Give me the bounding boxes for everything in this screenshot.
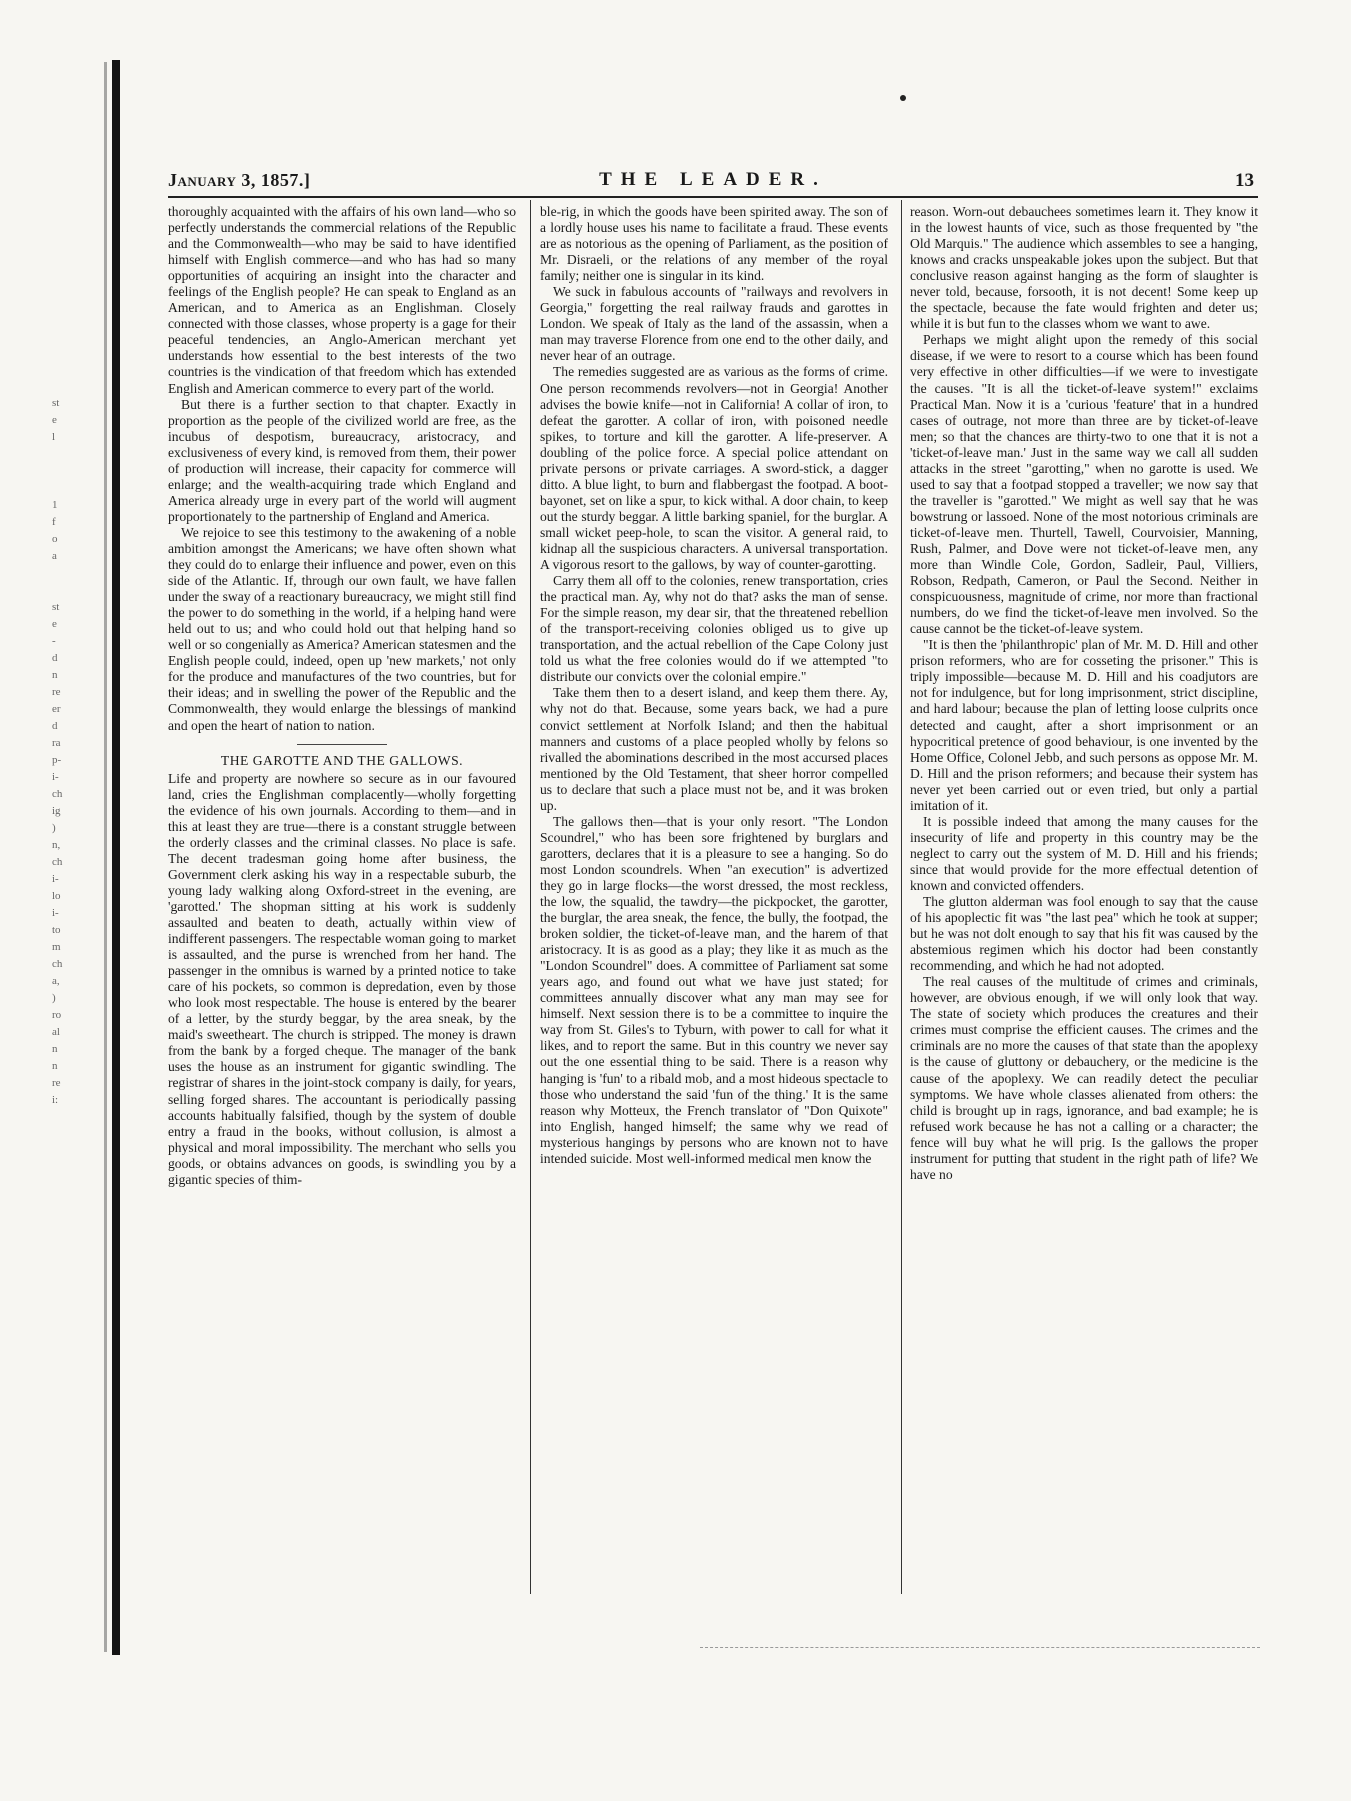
gutter-fragment: d	[52, 652, 58, 664]
gutter-fragment: al	[52, 1026, 60, 1038]
article-paragraph: We suck in fabulous accounts of "railways and revolvers in Georgia," forgetting the real railway frauds and garottes in London. We speak of Italy as the land of the assassin, when a man may traverse Florence from one end to the other daily, and never hear of an outrage.	[540, 284, 888, 364]
gutter-fragment: i-	[52, 873, 59, 885]
article-paragraph: It is possible indeed that among the many causes for the insecurity of life and property in this country may be the neglect to carry out the system of M. D. Hill and his friends; since that would provide for the more effectual detention of known and convicted offenders.	[910, 813, 1258, 893]
header-rule	[168, 196, 1258, 198]
gutter-fragment: f	[52, 516, 56, 528]
gutter-fragment	[52, 480, 92, 497]
article-paragraph: The real causes of the multitude of crimes and criminals, however, are obvious enough, if we will only look that way. The state of society which produces the creatures and their crimes must comprise the efficient causes. The crimes and the criminals are no more the causes of that state than the apoplexy is the cause of gluttony or debauchery, or the medicine is the cause of the apoplexy. We can readily detect the peculiar symptoms. We have whole classes alienated from others: the child is brought up in rags, ignorance, and bad example; he is refused work because he has not a calling or a character; the fence will buy what he will prig. Is the gallows the proper instrument for putting that student in the right path of life? We have no	[910, 974, 1258, 1182]
article-paragraph: The remedies suggested are as various as the forms of crime. One person recommends revolvers—not in Georgia! Another advises the bowie knife—not in California! A collar of iron, to defeat the garotter. A collar of iron, with poisoned needle spikes, to torture and kill the garotter. A life-preserver. A doubling of the police force. A special police attendant on private persons or private carriages. A sword-stick, a dagger ditto. A blue light, to burn and flabbergast the footpad. A boot-bayonet, set on like a spur, to kick withal. A door chain, to keep out the sturdy beggar. A little barking spaniel, for the burglar. A small wicket peep-hole, to scan the visitor. A general raid, to kidnap all the suspicious characters. A universal transportation. A vigorous resort to the gallows, by way of counter-garotting.	[540, 364, 888, 573]
article-paragraph: thoroughly acquainted with the affairs of his own land—who so perfectly understands the commercial relations of the Republic and the Commonwealth—who may be said to have identified himself with English commerce—and who has had so many opportunities of acquiring an insight into the character and feelings of the English people? He can speak to England as an American, and to America as an Englishman. Closely connected with those classes, whose property is a gage for their peaceful tendencies, an Anglo-American merchant yet understands how essential to the best interests of the two countries is the vindication of that freedom which has extended English and American commerce to every part of the world.	[168, 204, 516, 396]
article-paragraph: The gallows then—that is your only resort. "The London Scoundrel," who has been sore frightened by burglars and garotters, declares that it is a pleasure to see a hanging. So do most London scoundrels. When "an execution" is advertized they go in large flocks—the worst dressed, the most reckless, the low, the squalid, the tawdry—the pickpocket, the garotter, the burglar, the area sneak, the fence, the bully, the footpad, the broken soldier, the ticket-of-leave man, and the harem of that aristocracy. It is as good as a play; they like it as much as the "London Scoundrel" does. A committee of Parliament sat some years ago, and found out what we have just stated; for committees annually discover what any man may see for himself. Next session there is to be a committee to inquire the way from St. Giles's to Tyburn, with power to call for what it likes, and to report the same. But in this country we never say out the one essential thing to be said. There is a reason why hanging is 'fun' to a ribald mob, and a most hideous spectacle to those who understand the said 'fun of the thing.' It is the same reason why Motteux, the French translator of "Don Quixote" into English, hanged himself; the same why we read of mysterious hangings by persons who are known not to have intended suicide. Most well-informed medical men know the	[540, 813, 888, 1166]
gutter-fragment: m	[52, 941, 61, 953]
gutter-fragment: st	[52, 601, 60, 613]
article-paragraph: Perhaps we might alight upon the remedy of this social disease, if we were to resort to a course which has been found very effective in other difficulties—if we were to investigate the causes. "It is all the ticket-of-leave system!" exclaims Practical Man. Now it is a 'curious 'feature' that in a hundred cases of outrage, not more than three are by ticket-of-leave men; so that the chances are thirty-two to one that it is not a 'ticket-of-leave man.' Just in the same way we call all sudden attacks in the street "garotting," when no garotte is used. We used to say that a footpad stopped a traveller; we now say that the traveller is "garotted." We might as well say that he was bowstrung or lassoed. None of the most notorious criminals are ticket-of-leave men. Thurtell, Tawell, Courvoisier, Manning, Rush, Palmer, and Dove were not ticket-of-leave men, any more than Windle Cole, Gordon, Sadleir, Paul, Villiers, Robson, Redpath, Cameron, or Paul the Second. Neither in conspicuousness, magnitude of crime, nor more than fractional numbers, do we find the ticket-of-leave men involved. So the cause cannot be the ticket-of-leave system.	[910, 332, 1258, 637]
gutter-fragment	[52, 446, 92, 463]
column-divider	[530, 200, 531, 1594]
gutter-fragment: er	[52, 703, 61, 715]
gutter-fragment: e	[52, 618, 57, 630]
gutter-fragment: d	[52, 720, 58, 732]
gutter-fragment: n	[52, 669, 58, 681]
gutter-fragment: a,	[52, 975, 60, 987]
gutter-fragment: o	[52, 533, 58, 545]
gutter-fragment: ra	[52, 737, 61, 749]
gutter-fragment	[52, 582, 92, 599]
gutter-fragment: a	[52, 550, 57, 562]
bottom-bleed-marks	[700, 1647, 1260, 1652]
gutter-fragment	[52, 463, 92, 480]
gutter-fragment: ig	[52, 805, 61, 817]
gutter-fragment: to	[52, 924, 61, 936]
gutter-fragment: ch	[52, 856, 63, 868]
gutter-fragment: lo	[52, 890, 61, 902]
gutter-fragment: re	[52, 686, 61, 698]
margin-gutter-text	[52, 395, 92, 1135]
article-paragraph: But there is a further section to that chapter. Exactly in proportion as the people of the civilized world are free, as the incubus of despotism, bureaucracy, aristocracy, and exclusiveness of every kind, is removed from them, their power of production will increase, their capacity for commerce will enlarge; and the wealth-acquiring trade which England and America already urge in every part of the world will augment proportionately to the partnership of England and America.	[168, 396, 516, 524]
article-paragraph: reason. Worn-out debauchees sometimes learn it. They know it in the lowest haunts of vice, such as those frequented by "the Old Marquis." The audience which assembles to see a hanging, knows and cracks unspeakable jokes upon the subject. But that conclusive reason against hanging as the form of slaughter is never told, because, forsooth, it is not decent! Some keep up the spectacle, because the fate would frighten and deter us; while it is but fun to the classes whom we want to awe.	[910, 204, 1258, 332]
gutter-fragment: )	[52, 992, 56, 1004]
header-title: THE LEADER.	[599, 169, 827, 190]
gutter-fragment: i-	[52, 907, 59, 919]
article-paragraph: "It is then the 'philanthropic' plan of Mr. M. D. Hill and other prison reformers, who are for cosseting the prisoner." This is triply impossible—because M. D. Hill and his coadjutors are not for indulgence, but for long imprisonment, strict discipline, and hard labour; because the plan of letting loose culprits once detected and caught, after a short imprisonment or an hypocritical pretence of good behaviour, is one invented by the Home Office, Colonel Jebb, and such persons as oppose Mr. M. D. Hill and the prison reformers; and because their system has never yet been carried out or even tried, but only a partial imitation of it.	[910, 637, 1258, 813]
page-binding-edge	[112, 60, 120, 1655]
header-date: January 3, 1857.]	[168, 170, 311, 190]
section-separator	[297, 744, 387, 745]
article-paragraph: Life and property are nowhere so secure as in our favoured land, cries the Englishman complacently—wholly forgetting the evidence of his own journals. According to them—and in this at least they are true—there is a constant struggle between the orderly classes and the criminal classes. No place is safe. The decent tradesman going home after business, the Government clerk asking his way in a respectable suburb, the young lady walking along Oxford-street in the evening, are 'garotted.' The shopman sitting at his work is suddenly assaulted and beaten to death, actually within view of indifferent passengers. The respectable woman going to market is assaulted, and the purse is wrenched from her hand. The passenger in the omnibus is warned by a printed notice to take care of his pockets, so common is depredation, even by those who look most respectable. The house is entered by the bearer of a letter, by the sturdy beggar, by the area sneak, by the maid's sweetheart. The church is stripped. The money is drawn from the bank by a forged cheque. The manager of the bank uses the house as an instrument for gigantic swindling. The registrar of shares in the joint-stock company is daily, for years, selling forged shares. The accountant is periodically passing accounts habitually falsified, though by the system of double entry a fraud in the books, without collusion, is almost a physical and moral impossibility. The merchant who sells you goods, or obtains advances on goods, is swindling you by a gigantic species of thim-	[168, 770, 516, 1187]
page-number: 13	[1235, 170, 1254, 191]
gutter-fragment: e	[52, 414, 57, 426]
section-title: THE GAROTTE AND THE GALLOWS.	[220, 752, 464, 768]
gutter-fragment	[52, 565, 92, 582]
gutter-fragment: )	[52, 822, 56, 834]
article-paragraph: ble-rig, in which the goods have been spirited away. The son of a lordly house uses his name to facilitate a fraud. These events are as notorious as the opening of Parliament, as the position of Mr. Disraeli, or the relations of any member of the royal family; neither one is singular in its kind.	[540, 204, 888, 284]
column-3	[910, 204, 1258, 1594]
ink-mark	[900, 95, 906, 101]
gutter-fragment: n	[52, 1060, 58, 1072]
gutter-fragment: l	[52, 431, 56, 443]
gutter-fragment: st	[52, 397, 60, 409]
gutter-fragment: n,	[52, 839, 61, 851]
column-1	[168, 204, 516, 1594]
article-paragraph: Carry them all off to the colonies, renew transportation, cries the practical man. Ay, why not do that? asks the man of sense. For the simple reason, my dear sir, that the threatened rebellion of the transport-receiving colonies obliged us to give up transportation, and the actual rebellion of the Cape Colony just told us what the free colonies would do if we attempted "to distribute our convicts over the colonial empire."	[540, 573, 888, 685]
article-paragraph: We rejoice to see this testimony to the awakening of a noble ambition amongst the Americans; we have often shown what they could do to enlarge their influence and power, even on this side of the Atlantic. If, through our own fault, we have fallen under the sway of a reactionary bureaucracy, we might still find the power to do something in the world, if a helping hand were held out to us; and who could hold out that helping hand so well or so congenially as America? American statesmen and the English people could, indeed, open up 'new markets,' not only for the produce and manufactures of the two countries, but for their ideas; and in swelling the power of the Republic and the Commonwealth, they would enlarge the blessings of mankind and open the heart of nation to nation.	[168, 524, 516, 733]
newspaper-page	[168, 168, 1258, 1588]
gutter-fragment: n	[52, 1043, 58, 1055]
page-binding-shadow	[104, 62, 107, 1652]
gutter-fragment: ro	[52, 1009, 62, 1021]
gutter-fragment: p-	[52, 754, 62, 766]
gutter-fragment: ch	[52, 788, 63, 800]
gutter-fragment: -	[52, 635, 56, 647]
article-paragraph: The glutton alderman was fool enough to say that the cause of his apoplectic fit was "the last pea" which he took at supper; but he was not dolt enough to say that his fit was caused by the abstemious regimen which his doctor had been constantly recommending, and which he had not adopted.	[910, 894, 1258, 974]
gutter-fragment: re	[52, 1077, 61, 1089]
column-divider	[901, 200, 902, 1594]
gutter-fragment: i-	[52, 771, 59, 783]
gutter-fragment: i:	[52, 1094, 59, 1106]
gutter-fragment: ch	[52, 958, 63, 970]
column-2	[540, 204, 888, 1594]
article-paragraph: Take them then to a desert island, and keep them there. Ay, why not do that. Because, some years back, we had a pure convict settlement at Norfolk Island; and then the habitual manners and customs of a place peopled wholly by felons so rivalled the abominations described in the most accursed places mentioned by the Old Testament, that sheer horror compelled us to declare that such a place must not be, and it was broken up.	[540, 685, 888, 813]
page-header	[168, 168, 1258, 196]
gutter-fragment: 1	[52, 499, 58, 511]
